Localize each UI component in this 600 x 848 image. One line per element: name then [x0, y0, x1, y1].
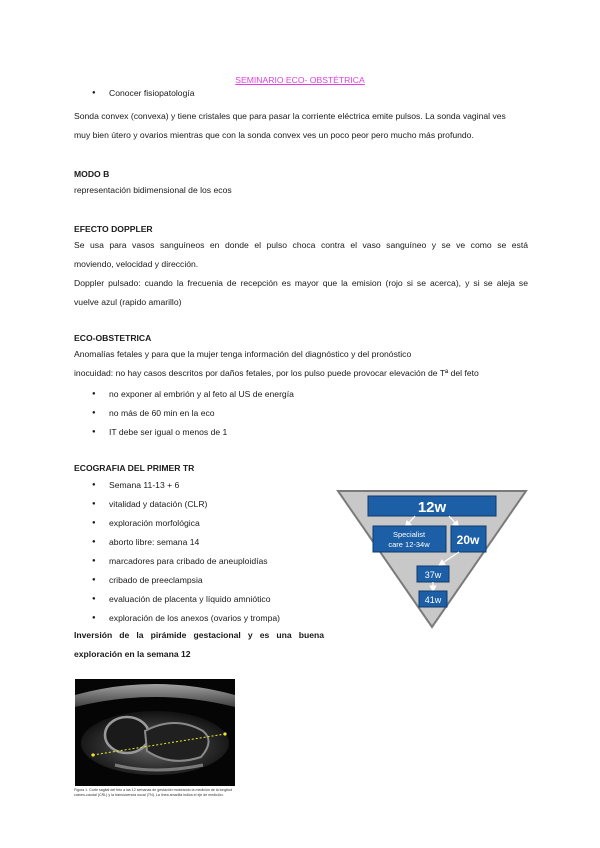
intro-list — [92, 84, 195, 103]
text-line: Doppler pulsado: cuando la frecuenia de recepción es mayor que la emision (rojo si se acerca), y si se aleja se — [74, 278, 528, 288]
text-line: exploración en la semana 12 — [74, 649, 191, 659]
list-item: ● vitalidad y datación (CLR) — [92, 495, 280, 514]
list-item: ● Semana 11-13 + 6 — [92, 476, 280, 495]
list-item: ● no exponer al embrión y al feto al US de energía — [92, 385, 294, 404]
list-item: ● no más de 60 min en la eco — [92, 404, 294, 423]
list-item: ● aborto libre: semana 14 — [92, 533, 280, 552]
primer-tr-heading: ECOGRAFIA DEL PRIMER TR — [74, 463, 195, 473]
gestational-pyramid-diagram — [335, 488, 529, 630]
primer-tr-list — [92, 476, 280, 628]
primer-tr-closing — [74, 626, 324, 664]
text-line: Se usa para vasos sanguíneos en donde el pulso choca contra el vaso sanguíneo y se ve como se está — [74, 240, 528, 250]
text-line: moviendo, velocidad y dirección. — [74, 259, 199, 269]
label-37w: 37w — [424, 570, 442, 580]
list-item: ● marcadores para cribado de aneuploidías — [92, 552, 280, 571]
list-item: ● IT debe ser igual o menos de 1 — [92, 423, 294, 442]
doppler-paragraph — [74, 236, 528, 312]
modo-b-heading: MODO B — [74, 169, 110, 179]
label-41w: 41w — [424, 595, 442, 605]
modo-b-text: representación bidimensional de los ecos — [74, 185, 232, 195]
list-item: ● exploración morfológica — [92, 514, 280, 533]
list-item: ● Conocer fisiopatología — [92, 84, 195, 103]
list-item: ● evaluación de placenta y líquido amniótico — [92, 590, 280, 609]
eco-obstetrica-list — [92, 385, 294, 442]
eco-obstetrica-paragraph — [74, 345, 528, 383]
text-line: inocuidad: no hay casos descritos por daños fetales, por los pulso puede provocar elevación de Tª del feto — [74, 368, 479, 378]
list-item: ● cribado de preeclampsia — [92, 571, 280, 590]
label-specialist-1: Specialist — [392, 530, 426, 539]
text-line: Inversión de la pirámide gestacional y es una buena — [74, 630, 324, 640]
text-line: Sonda convex (convexa) y tiene cristales que para pasar la corriente eléctrica emite pulsos. La sonda vaginal ves — [74, 111, 506, 121]
ultrasound-caption: Figura 1. Corte sagital del feto a las 12 semanas de gestación mostrando la medición de la longitud cráneo-caudal (CRL) y la translucencia nucal (TN). La línea amarilla indica el eje de medición. — [74, 788, 233, 797]
sonda-paragraph — [74, 107, 528, 145]
eco-obstetrica-heading: ECO-OBSTETRICA — [74, 333, 152, 343]
page-title: SEMINARIO ECO- OBSTÉTRICA — [235, 75, 365, 85]
label-20w: 20w — [456, 533, 480, 547]
text-line: muy bien útero y ovarios mientras que con la sonda convex ves un poco peor pero mucho más profundo. — [74, 130, 474, 140]
label-12w: 12w — [417, 499, 447, 516]
text-line: Anomalías fetales y para que la mujer tenga información del diagnóstico y del pronóstico — [74, 349, 412, 359]
list-item: ● exploración de los anexos (ovarios y trompa) — [92, 609, 280, 628]
label-specialist-2: care 12-34w — [388, 540, 430, 549]
text-line: vuelve azul (rapido amarillo) — [74, 297, 182, 307]
doppler-heading: EFECTO DOPPLER — [74, 224, 153, 234]
ultrasound-image — [75, 679, 235, 786]
